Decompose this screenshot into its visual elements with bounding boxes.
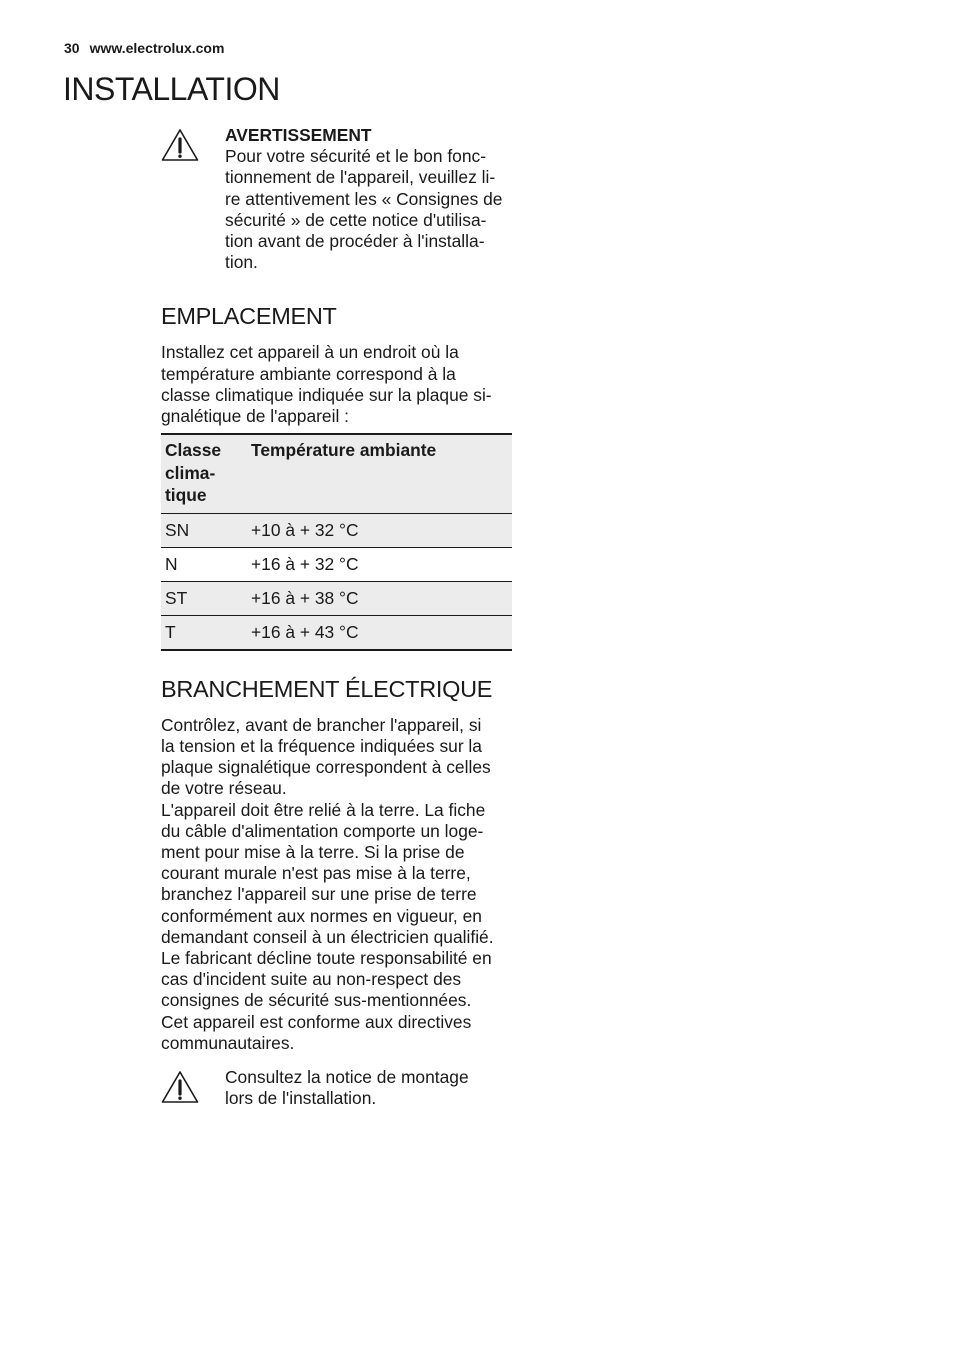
note-text: Consultez la notice de montage lors de l'installation. (225, 1066, 469, 1109)
table-row (161, 615, 512, 650)
table-row (161, 547, 512, 581)
table-cell-temperature: +16 à + 32 °C (251, 553, 359, 574)
table-cell-temperature: +16 à + 43 °C (251, 621, 359, 642)
table-cell-class: ST (165, 587, 188, 608)
table-row (161, 513, 512, 547)
branchement-heading: BRANCHEMENT ÉLECTRIQUE (161, 675, 493, 702)
installation-note (161, 1067, 513, 1109)
table-header-row (161, 434, 512, 513)
warning-title: AVERTISSEMENT (225, 125, 372, 145)
column-header-temperature: Température ambiante (251, 440, 437, 461)
emplacement-text: Installez cet appareil à un endroit où la température ambiante correspond à la classe climatique indiquée sur la plaque si- gnalétique de l'appareil : (161, 342, 492, 427)
website-url[interactable]: www.electrolux.com (89, 40, 225, 56)
climate-class-table (161, 433, 512, 651)
page-header (64, 39, 224, 57)
column-header-class: Classe clima- tique (165, 440, 222, 506)
table-cell-class: T (165, 621, 176, 642)
emplacement-heading: EMPLACEMENT (161, 303, 337, 330)
warning-triangle-icon (161, 128, 199, 162)
page-number: 30 (64, 40, 80, 56)
warning-text: Pour votre sécurité et le bon fonc- tionnement de l'appareil, veuillez li- re attentivement les « Consignes de sécurité » de cette notice d'utilisa- tion avant de procéder à l'installa- tion. (225, 146, 503, 273)
warning-triangle-icon (161, 1070, 199, 1104)
page-title: INSTALLATION (63, 71, 280, 107)
table-row (161, 581, 512, 615)
table-cell-temperature: +10 à + 32 °C (251, 519, 359, 540)
content-column (161, 125, 513, 1109)
table-cell-class: N (165, 553, 178, 574)
table-cell-class: SN (165, 519, 190, 540)
branchement-text: Contrôlez, avant de brancher l'appareil, si la tension et la fréquence indiquées sur la plaque signalétique correspondent à celles de votre réseau. L'appareil doit être relié à la terre. La fiche du câble d'alimentation comporte un loge- ment pour mise à la terre. Si la prise de courant murale n'est pas mise à la terre, branchez l'appareil sur une prise de terre conformément aux normes en vigueur, en demandant conseil à un électricien qualifié. Le fabricant décline toute responsabilité en cas d'incident suite au non-respect des consignes de sécurité sus-mentionnées. Cet appareil est conforme aux directives communautaires. (161, 714, 494, 1053)
table-cell-temperature: +16 à + 38 °C (251, 587, 359, 608)
warning-block (161, 125, 513, 273)
